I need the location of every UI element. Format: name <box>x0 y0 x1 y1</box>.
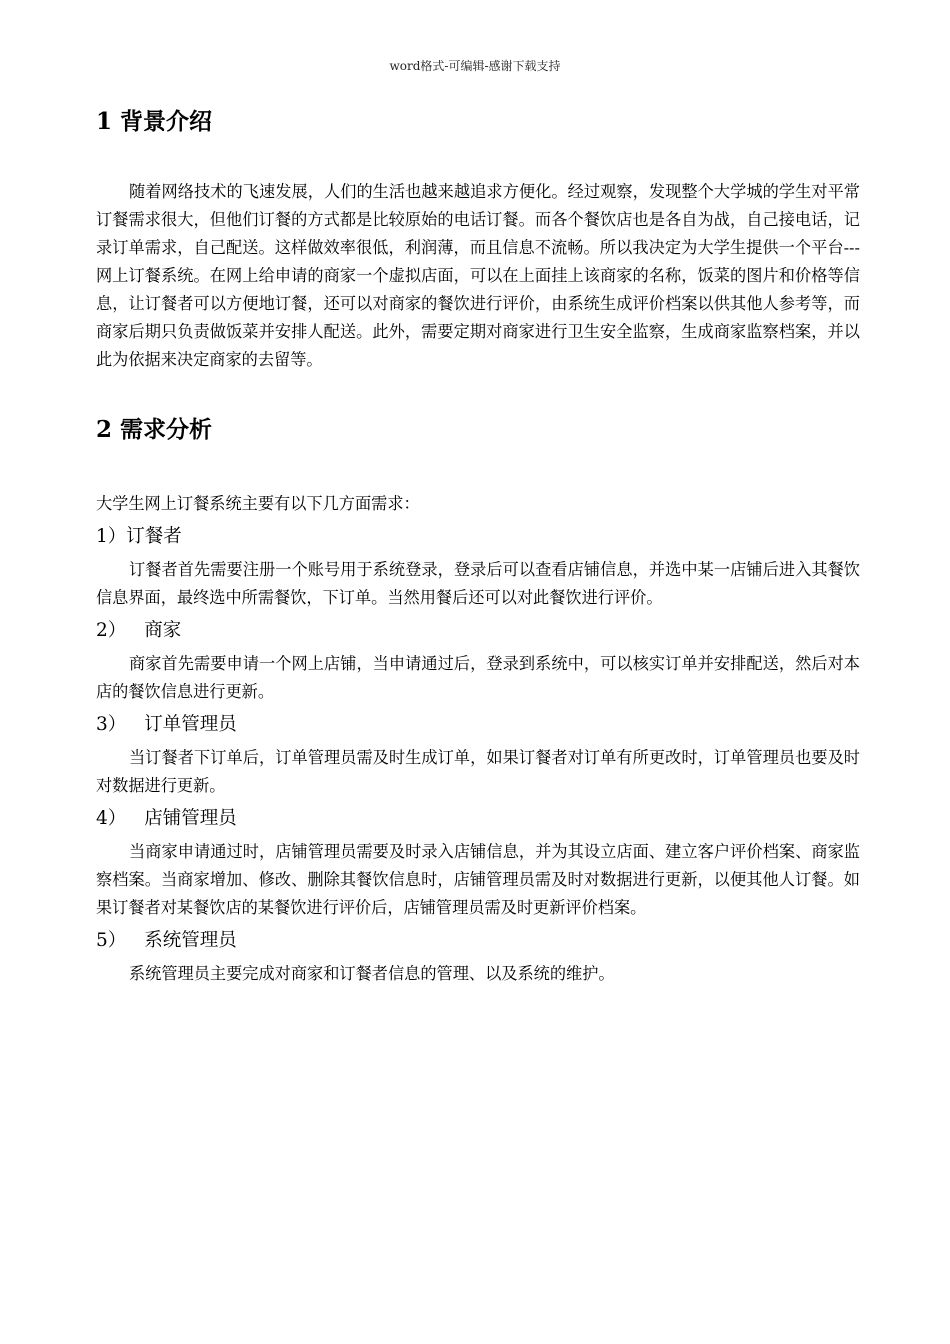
subsection-4-number: 4） <box>96 808 127 829</box>
document-body <box>96 100 860 988</box>
section-2-title: 2 需求分析 <box>96 416 213 443</box>
subsection-1-number: 1） <box>96 526 127 547</box>
subsection-3-number: 3） <box>96 714 127 735</box>
subsection-1-text: 订餐者首先需要注册一个账号用于系统登录，登录后可以查看店铺信息，并选中某一店铺后进入其餐饮信息界面，最终选中所需餐饮，下订单。当然用餐后还可以对此餐饮进行评价。 <box>96 560 860 607</box>
subsection-5-heading <box>96 928 860 954</box>
subsection-4-heading <box>96 806 860 832</box>
subsection-2-heading <box>96 618 860 644</box>
subsection-1-label: 订餐者 <box>126 526 182 547</box>
subsection-1-heading <box>96 524 860 550</box>
subsection-3-label: 订单管理员 <box>144 714 237 735</box>
section-1-paragraph: 随着网络技术的飞速发展，人们的生活也越来越追求方便化。经过观察，发现整个大学城的学生对平常订餐需求很大，但他们订餐的方式都是比较原始的电话订餐。而各个餐饮店也是各自为战，自己接电话，记录订单需求，自己配送。这样做效率很低，利润薄，而且信息不流畅。所以我决定为大学生提供一个平台---网上订餐系统。在网上给申请的商家一个虚拟店面，可以在上面挂上该商家的名称，饭菜的图片和价格等信息，让订餐者可以方便地订餐，还可以对商家的餐饮进行评价，由系统生成评价档案以供其他人参考等，而商家后期只负责做饭菜并安排人配送。此外，需要定期对商家进行卫生安全监察，生成商家监察档案，并以此为依据来决定商家的去留等。 <box>96 182 860 369</box>
section-1-title: 1 背景介绍 <box>96 108 213 135</box>
section-2-intro: 大学生网上订餐系统主要有以下几方面需求： <box>96 494 420 513</box>
subsection-3-heading <box>96 712 860 738</box>
subsection-4-label: 店铺管理员 <box>144 808 237 829</box>
subsection-5-label: 系统管理员 <box>144 930 237 951</box>
subsection-2-number: 2） <box>96 620 127 641</box>
subsection-2-label: 商家 <box>144 620 182 641</box>
subsection-2-text: 商家首先需要申请一个网上店铺，当申请通过后，登录到系统中，可以核实订单并安排配送，然后对本店的餐饮信息进行更新。 <box>96 654 860 701</box>
subsection-4-text: 当商家申请通过时，店铺管理员需要及时录入店铺信息，并为其设立店面、建立客户评价档案、商家监察档案。当商家增加、修改、删除其餐饮信息时，店铺管理员需及时对数据进行更新，以便其他人订餐。如果订餐者对某餐饮店的某餐饮进行评价后，店铺管理员需及时更新评价档案。 <box>96 842 860 917</box>
page-header: word格式-可编辑-感谢下载支持 <box>389 59 561 73</box>
subsection-5-number: 5） <box>96 930 127 951</box>
subsection-3-text: 当订餐者下订单后，订单管理员需及时生成订单，如果订餐者对订单有所更改时，订单管理员也要及时对数据进行更新。 <box>96 748 860 795</box>
subsection-5-text: 系统管理员主要完成对商家和订餐者信息的管理、以及系统的维护。 <box>129 964 615 983</box>
